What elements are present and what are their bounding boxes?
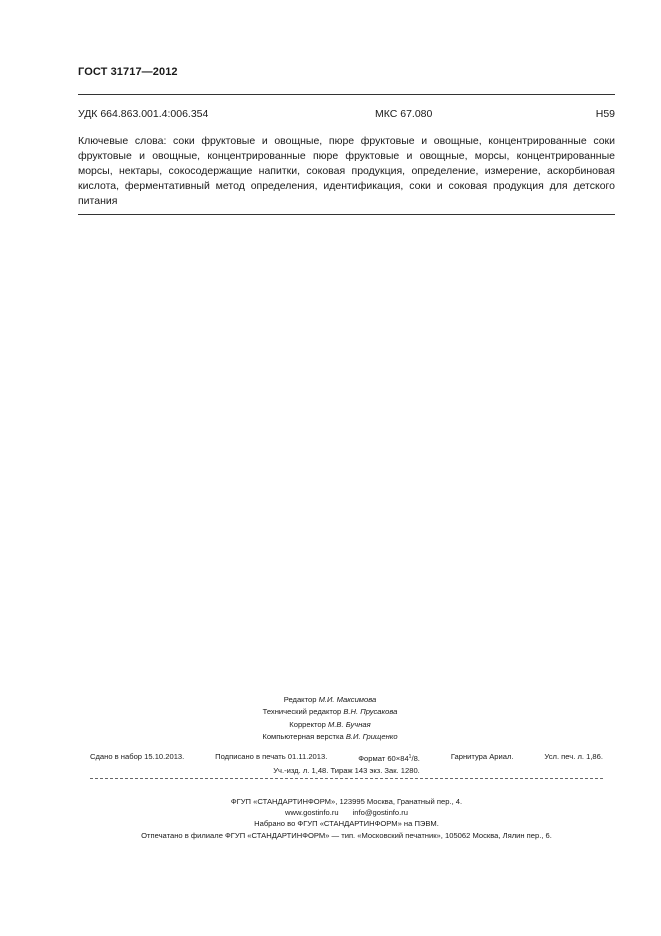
signed-date: Подписано в печать 01.11.2013. xyxy=(215,752,328,761)
corrector-name: М.В. Бучная xyxy=(328,719,371,729)
print-details-line xyxy=(78,751,615,765)
tech-editor-line xyxy=(200,706,460,718)
corrector-line xyxy=(200,719,460,731)
dashed-divider xyxy=(90,778,603,779)
keywords-line: фруктовые и овощные, концентрированные пюре фруктовые и овощные, морсы, концентрированные xyxy=(78,150,615,162)
print-run-line: Уч.-изд. л. 1,48. Тираж 143 экз. Зак. 1280. xyxy=(273,766,420,775)
bottom-divider xyxy=(78,214,615,215)
corrector-label: Корректор xyxy=(289,719,326,729)
keywords-line: кислота, ферментативный метод определения, идентификация, соки и соковая продукция для детского xyxy=(78,180,615,192)
keywords-line: морсы, нектары, сокосодержащие напитки, соковая продукция, определение, измерение, аскорбиновая xyxy=(78,165,615,177)
keywords-line: Ключевые слова: соки фруктовые и овощные, пюре фруктовые и овощные, концентрированные соки xyxy=(78,135,615,147)
layout-label: Компьютерная верстка xyxy=(262,732,344,742)
format-suffix: /8. xyxy=(411,754,420,763)
publisher-info xyxy=(78,796,615,841)
print-details xyxy=(78,751,615,777)
print-sheets: Усл. печ. л. 1,86. xyxy=(544,752,603,761)
category-code: Н59 xyxy=(595,108,615,120)
editorial-staff xyxy=(200,694,460,744)
keywords-paragraph xyxy=(78,134,615,209)
layout-name: В.И. Грищенко xyxy=(345,732,398,742)
tech-editor-label: Технический редактор xyxy=(262,707,342,717)
udk-code: УДК 664.863.001.4:006.354 xyxy=(78,108,209,120)
mks-code: МКС 67.080 xyxy=(375,108,433,120)
format-prefix: Формат 60×84 xyxy=(358,754,409,763)
editor-line xyxy=(200,694,460,706)
document-title: ГОСТ 31717—2012 xyxy=(78,66,178,78)
publisher-contacts xyxy=(78,807,615,818)
publisher-email: info@gostinfo.ru xyxy=(352,808,409,818)
top-divider xyxy=(78,94,615,95)
classification-row xyxy=(78,108,615,122)
keywords-line: питания xyxy=(78,195,118,207)
format-fraction: 1 xyxy=(408,754,412,760)
printed-note: Отпечатано в филиале ФГУП «СТАНДАРТИНФОРМ» — тип. «Московский печатник», 105062 Москва, Лялин пер., 6. xyxy=(141,830,552,840)
paper-format xyxy=(358,751,420,765)
editor-name: М.И. Максимова xyxy=(318,695,377,704)
typeface: Гарнитура Ариал. xyxy=(450,752,514,761)
publisher-address: ФГУП «СТАНДАРТИНФОРМ», 123995 Москва, Гранатный пер., 4. xyxy=(230,797,463,806)
publisher-website: www.gostinfo.ru xyxy=(284,808,339,818)
editor-label: Редактор xyxy=(283,695,317,704)
typeset-note: Набрано во ФГУП «СТАНДАРТИНФОРМ» на ПЭВМ. xyxy=(254,819,439,829)
submitted-date: Сдано в набор 15.10.2013. xyxy=(90,752,185,761)
layout-line xyxy=(200,731,460,743)
tech-editor-name: В.Н. Прусакова xyxy=(343,707,398,717)
